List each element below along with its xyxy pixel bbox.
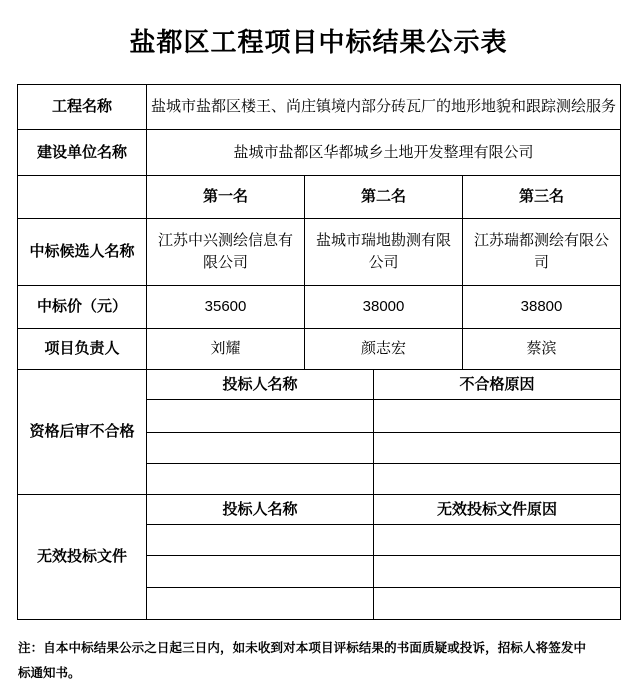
- rank-header-first: 第一名: [147, 176, 305, 219]
- candidate-first: 江苏中兴测绘信息有限公司: [147, 219, 305, 286]
- candidates-row: [18, 219, 621, 286]
- manager-third: 蔡滨: [463, 329, 621, 370]
- owner-label: 建设单位名称: [18, 130, 147, 176]
- rank-header-second: 第二名: [305, 176, 463, 219]
- unqualified-bidder-cell: [147, 400, 374, 433]
- unqualified-header-row: [18, 370, 621, 400]
- price-second: 38000: [305, 286, 463, 329]
- manager-label: 项目负责人: [18, 329, 147, 370]
- page-title: 盐都区工程项目中标结果公示表: [129, 27, 508, 57]
- invalid-bidder-cell: [147, 525, 374, 556]
- manager-first: 刘耀: [147, 329, 305, 370]
- footer-note: 注：自本中标结果公示之日起三日内，如未收到对本项目评标结果的书面质疑或投诉，招标人将签发中标通知书。: [18, 641, 586, 680]
- unqualified-reason-cell: [374, 400, 621, 433]
- project-name-row: [18, 85, 621, 130]
- invalid-reason-cell: [374, 588, 621, 620]
- rank-header-empty-cell: [18, 176, 147, 219]
- manager-second: 颜志宏: [305, 329, 463, 370]
- unqualified-bidder-cell: [147, 464, 374, 495]
- invalid-reason-cell: [374, 525, 621, 556]
- invalid-section-label: 无效投标文件: [18, 495, 147, 620]
- rank-header-row: [18, 176, 621, 219]
- candidate-third: 江苏瑞都测绘有限公司: [463, 219, 621, 286]
- price-first: 35600: [147, 286, 305, 329]
- unqualified-bidder-cell: [147, 433, 374, 464]
- project-name-value: 盐城市盐都区楼王、尚庄镇境内部分砖瓦厂的地形地貌和跟踪测绘服务: [147, 85, 621, 130]
- bid-result-table: [17, 84, 621, 620]
- invalid-header-row: [18, 495, 621, 525]
- manager-row: [18, 329, 621, 370]
- unqualified-bidder-header: 投标人名称: [147, 370, 374, 400]
- invalid-bidder-header: 投标人名称: [147, 495, 374, 525]
- invalid-reason-header: 无效投标文件原因: [374, 495, 621, 525]
- candidate-second: 盐城市瑞地勘测有限公司: [305, 219, 463, 286]
- unqualified-reason-header: 不合格原因: [374, 370, 621, 400]
- price-third: 38800: [463, 286, 621, 329]
- price-label: 中标价（元）: [18, 286, 147, 329]
- invalid-reason-cell: [374, 556, 621, 588]
- project-name-label: 工程名称: [18, 85, 147, 130]
- unqualified-section-label: 资格后审不合格: [18, 370, 147, 495]
- invalid-bidder-cell: [147, 556, 374, 588]
- unqualified-reason-cell: [374, 433, 621, 464]
- candidates-label: 中标候选人名称: [18, 219, 147, 286]
- rank-header-third: 第三名: [463, 176, 621, 219]
- owner-row: [18, 130, 621, 176]
- price-row: [18, 286, 621, 329]
- unqualified-reason-cell: [374, 464, 621, 495]
- owner-value: 盐城市盐都区华都城乡土地开发整理有限公司: [147, 130, 621, 176]
- invalid-bidder-cell: [147, 588, 374, 620]
